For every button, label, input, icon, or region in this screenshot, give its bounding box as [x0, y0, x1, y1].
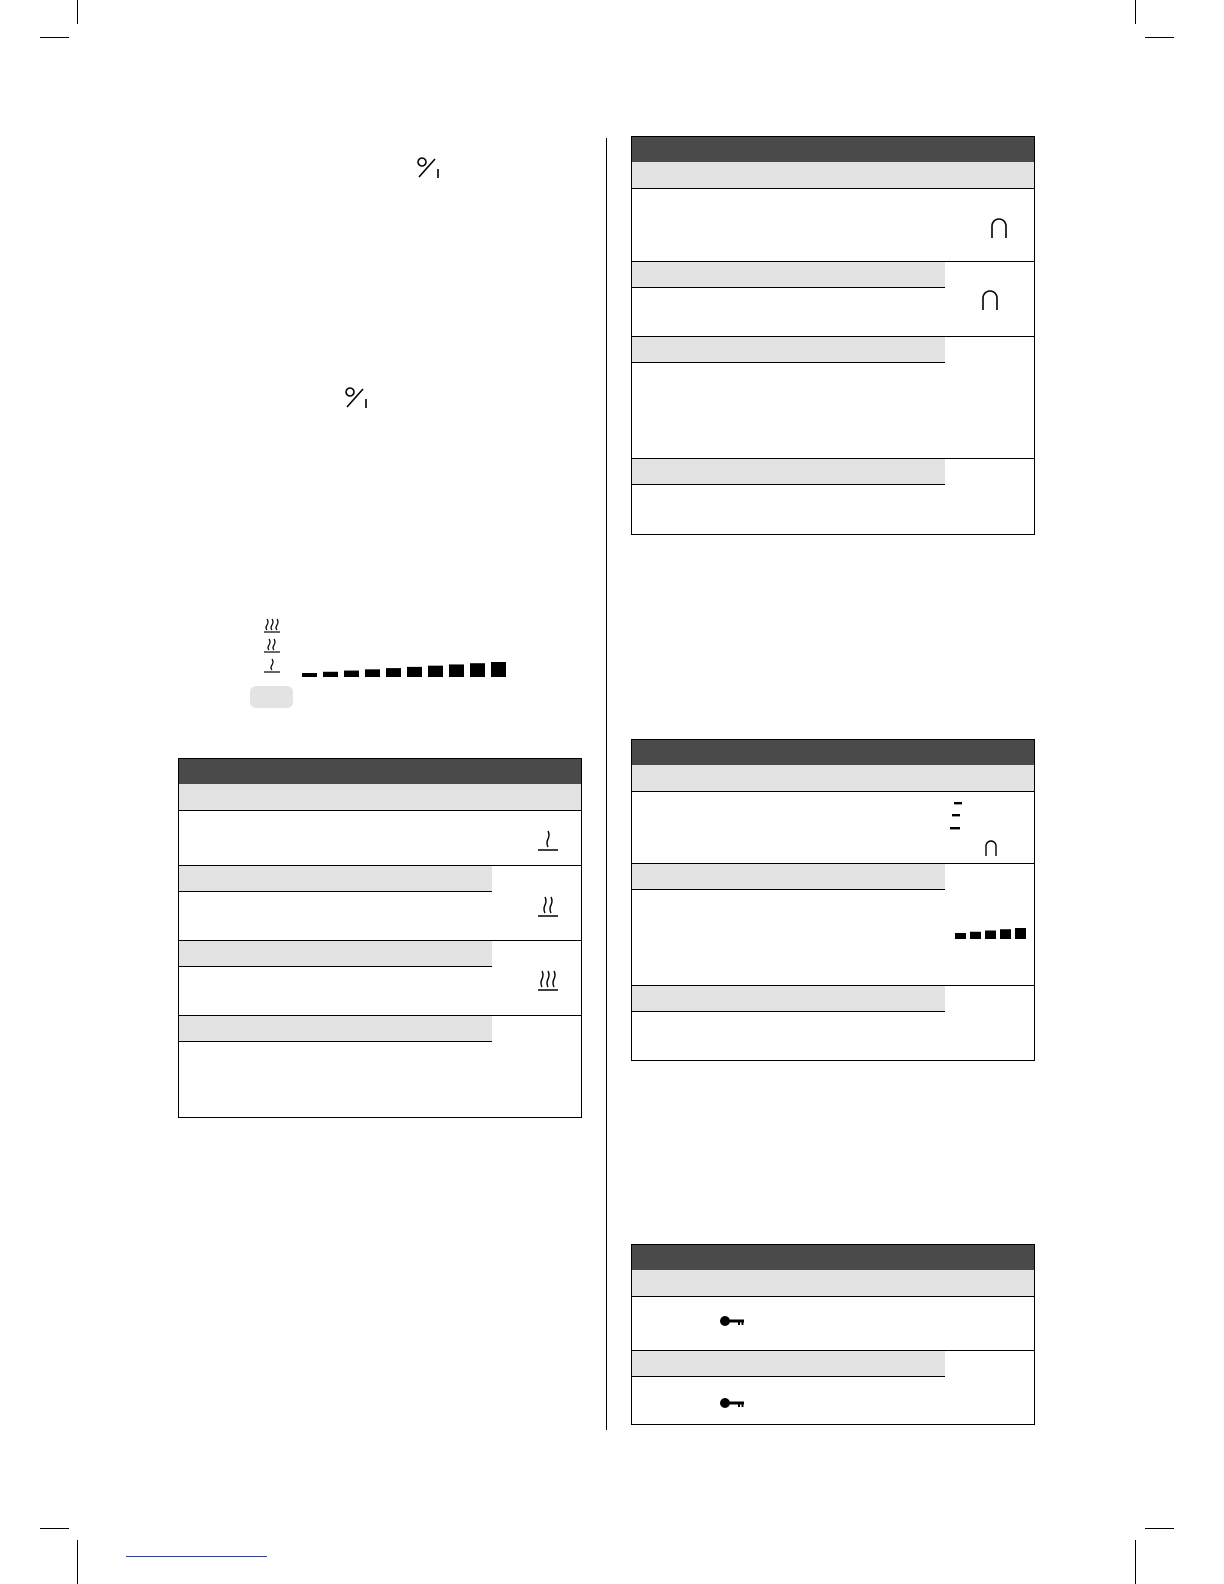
table-header — [632, 1245, 1034, 1270]
table-header — [179, 759, 581, 784]
power-bar-segment — [470, 663, 485, 677]
info-table — [178, 758, 582, 1118]
crop-mark — [77, 0, 78, 24]
pan-icon — [984, 839, 998, 857]
power-bar-segment — [970, 932, 981, 939]
crop-mark — [1135, 0, 1136, 24]
power-bar-segment — [323, 672, 338, 677]
info-table — [631, 739, 1035, 1061]
table-header — [632, 137, 1034, 162]
key-lock-icon — [719, 1396, 745, 1410]
table-subheader — [632, 1270, 1034, 1297]
power-bar-segment — [386, 668, 401, 677]
table-subheader — [632, 765, 1034, 792]
power-toggle-icon — [344, 386, 370, 410]
pan-icon — [990, 217, 1008, 239]
power-bar-segment — [365, 669, 380, 677]
power-toggle-icon — [416, 156, 442, 180]
crop-mark — [1135, 1540, 1136, 1584]
timer-dash-icon — [948, 801, 964, 833]
heat-level-1-icon — [537, 829, 559, 851]
power-bar-segment — [428, 666, 443, 677]
info-table — [631, 1244, 1035, 1425]
pan-icon — [981, 289, 999, 311]
table-subheader — [632, 459, 945, 485]
heat-level-2-icon — [263, 637, 281, 653]
crop-mark — [40, 1528, 69, 1529]
table-subheader — [632, 337, 945, 363]
table-subheader — [632, 864, 945, 890]
heat-level-3-icon — [537, 969, 559, 991]
table-subheader — [179, 784, 581, 811]
crop-mark — [77, 1540, 78, 1584]
power-bar-segment — [1015, 928, 1026, 939]
power-bar-segment — [1000, 929, 1011, 939]
table-subheader — [632, 262, 945, 288]
power-bar-segment — [302, 673, 317, 677]
table-subheader — [632, 162, 1034, 189]
table-subheader — [632, 1351, 945, 1377]
power-level-bar-icon — [955, 925, 1031, 939]
table-subheader — [179, 866, 492, 892]
power-bar-segment — [407, 667, 422, 677]
touch-key[interactable] — [250, 686, 293, 708]
footer-link[interactable] — [126, 1556, 267, 1557]
crop-mark — [1145, 37, 1174, 38]
table-subheader — [632, 986, 945, 1012]
power-bar-segment — [955, 933, 966, 939]
heat-level-1-icon — [263, 657, 281, 673]
info-table — [631, 136, 1035, 535]
crop-mark — [40, 37, 69, 38]
power-level-bar-icon — [302, 659, 514, 677]
heat-level-2-icon — [537, 895, 559, 917]
table-header — [632, 740, 1034, 765]
power-bar-segment — [449, 664, 464, 677]
table-subheader — [179, 1016, 492, 1042]
power-bar-segment — [491, 662, 506, 677]
key-lock-icon — [719, 1314, 745, 1328]
crop-mark — [1145, 1528, 1174, 1529]
power-bar-segment — [985, 931, 996, 940]
column-divider — [606, 138, 607, 1430]
power-bar-segment — [344, 671, 359, 677]
table-subheader — [179, 941, 492, 967]
heat-level-3-icon — [263, 617, 281, 633]
